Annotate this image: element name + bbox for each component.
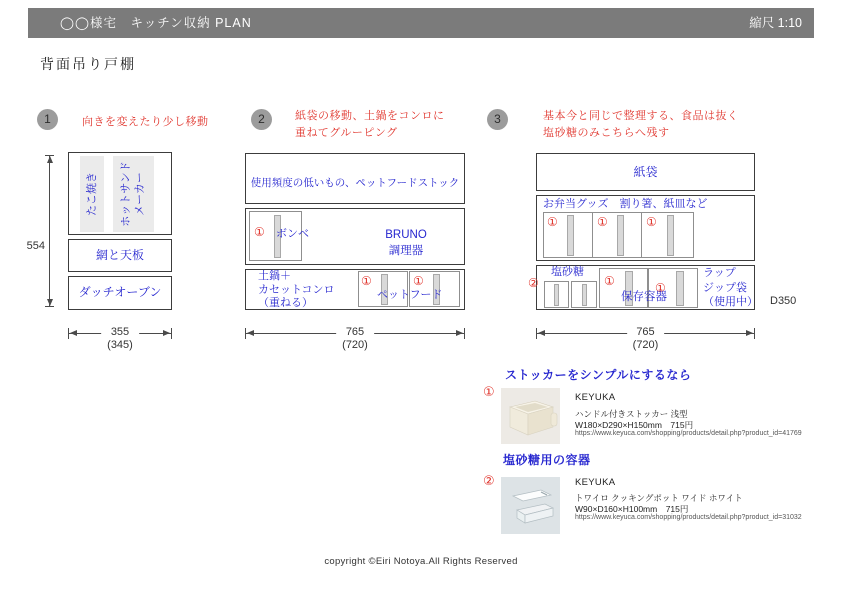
note-line: 重ねてグルーピング: [295, 127, 398, 139]
item-wrap-zip: ラップ ジップ袋 （使用中）: [703, 267, 758, 308]
product-2-name: トワイロ クッキングポット ワイド ホワイト: [575, 493, 743, 503]
dimension-height-554: [26, 153, 56, 309]
stocker-box-1: [543, 212, 593, 258]
item-hot-sandwich-maker: ホットサンド メーカー: [120, 161, 146, 227]
stocker-illustration: [501, 388, 560, 444]
product-2-photo: [501, 477, 560, 534]
product-ref-marker: ①: [597, 215, 608, 229]
dimension-width-355: [68, 322, 172, 351]
project-title: ◯◯様宅 キッチン収納 PLAN: [60, 16, 252, 30]
product-2-brand: KEYUKA: [575, 477, 616, 488]
shelf-top-label: 使用頻度の低いもの、ペットフードストック: [250, 177, 460, 189]
product-ref-marker: ①: [646, 215, 657, 229]
product-ref-marker: ①: [254, 225, 265, 239]
scale-label: 縮尺 1:10: [749, 16, 802, 30]
depth-dimension: D350: [770, 295, 797, 307]
arrow-right-icon: [746, 330, 753, 336]
item-bruno: BRUNO 調理器: [385, 229, 427, 257]
item-storage-containers: 保存容器: [621, 291, 667, 303]
cabinet-2: [245, 153, 465, 310]
item-takoyaki: たこ焼き: [86, 172, 98, 216]
item-net-and-board: 網と天板: [95, 248, 144, 262]
product-1-url[interactable]: https://www.keyuca.com/shopping/products/detail.php?product_id=41769: [575, 430, 802, 437]
cabinet-3: [528, 153, 758, 310]
product-2-url[interactable]: https://www.keyuca.com/shopping/products/detail.php?product_id=31032: [575, 514, 802, 521]
dimension-value: 554: [26, 240, 45, 252]
item-dutch-oven: ダッチオーブン: [78, 285, 162, 299]
product-ref-marker: ①: [547, 215, 558, 229]
dimension-width-765-cab2: [245, 322, 465, 351]
salt-container-1: [544, 281, 569, 308]
item-salt-sugar: 塩砂糖: [551, 266, 584, 278]
product-1-photo: [501, 388, 560, 444]
dimension-value: 355 (345): [101, 326, 139, 352]
dimension-value: 765 (720): [627, 326, 665, 352]
section-2-number: 2: [251, 109, 272, 130]
section-3-note: [543, 108, 739, 142]
product-1-spec: W180×D290×H150mm 715円: [575, 420, 694, 430]
arrow-left-icon: [247, 330, 254, 336]
cooking-pot-illustration: [501, 477, 560, 534]
stocker-box-3: [641, 212, 694, 258]
section-3-number: 3: [487, 109, 508, 130]
stocker-handle: [617, 215, 624, 256]
note-line: 基本今と同じで整理する、食品は抜く: [543, 110, 739, 122]
arrow-left-icon: [538, 330, 545, 336]
item-bento-goods: お弁当グッズ 割り箸、紙皿など: [543, 198, 708, 210]
arrow-left-icon: [70, 330, 77, 336]
dimension-width-765-cab3: [536, 322, 755, 351]
stocker-box-2: [592, 212, 642, 258]
note-line: 向きを変えたり少し移動: [82, 116, 209, 128]
product-ref-marker: ②: [528, 276, 539, 290]
copyright: copyright ©Eiri Notoya.All Rights Reserved: [324, 556, 518, 567]
product-ref-marker: ①: [604, 274, 615, 288]
product-2-spec: W90×D160×H100mm 715円: [575, 504, 689, 514]
section-1-number: 1: [37, 109, 58, 130]
stocker-handle: [676, 271, 684, 306]
arrow-down-icon: [47, 299, 53, 306]
salt-container-2: [571, 281, 597, 308]
section-2-note: [295, 108, 445, 142]
product-2-heading: 塩砂糖用の容器: [503, 453, 591, 467]
product-ref-marker: ①: [361, 274, 372, 288]
item-bonbe: ボンベ: [276, 228, 309, 240]
arrow-up-icon: [47, 156, 53, 163]
note-line: 紙袋の移動、土鍋をコンロに: [295, 110, 445, 122]
item-petfood: ペットフード: [377, 289, 443, 301]
page-title: 背面吊り戸棚: [40, 56, 136, 72]
shelf-divider: [536, 190, 755, 196]
dimension-value: 765 (720): [336, 326, 374, 352]
container-handle: [554, 284, 559, 306]
product-1-name: ハンドル付きストッカー 浅型: [575, 409, 688, 419]
arrow-right-icon: [456, 330, 463, 336]
container-handle: [582, 284, 587, 306]
product-2-marker: ②: [483, 473, 495, 488]
stocker-handle: [567, 215, 574, 256]
product-1-marker: ①: [483, 384, 495, 399]
arrow-right-icon: [163, 330, 170, 336]
product-1-brand: KEYUKA: [575, 392, 616, 403]
header-bar: [28, 8, 814, 38]
item-paper-bags: 紙袋: [633, 165, 658, 179]
shelf-divider: [245, 203, 465, 209]
section-1-note: [82, 114, 209, 131]
stocker-handle: [667, 215, 674, 256]
item-donabe-konro: 土鍋＋ カセットコンロ （重ねる）: [258, 270, 335, 309]
product-1-heading: ストッカーをシンプルにするなら: [505, 368, 692, 382]
cabinet-1: [68, 152, 172, 310]
product-ref-marker: ①: [655, 281, 666, 295]
note-line: 塩砂糖のみこちらへ残す: [543, 127, 670, 139]
product-ref-marker: ①: [413, 274, 424, 288]
